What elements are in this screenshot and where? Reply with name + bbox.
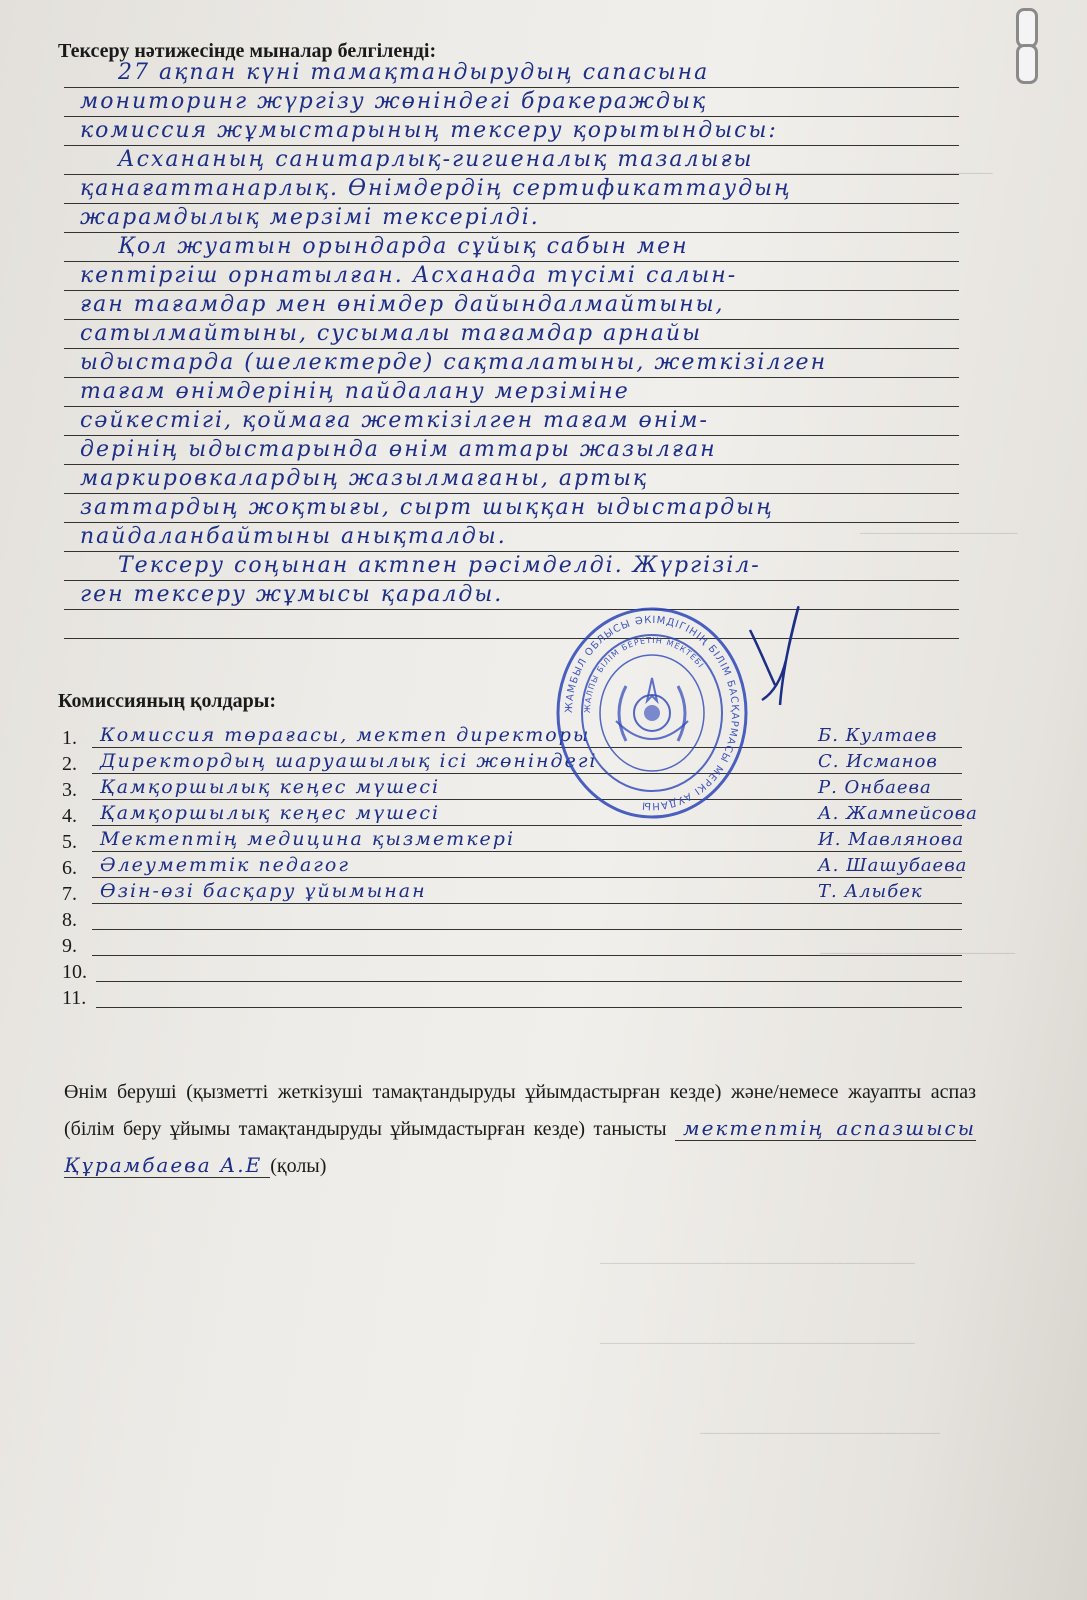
acknowledgement-signature: мектептің аспазшысы Құрамбаева А.Е — [64, 1116, 976, 1177]
signature-name: А. Шашубаева — [818, 855, 968, 876]
signature-row — [62, 984, 962, 1010]
handwritten-line: сатылмайтыны, сусымалы тағамдар арнайы — [80, 321, 703, 346]
director-signature-icon — [740, 600, 810, 710]
signature-name: А. Жампейсова — [818, 803, 978, 824]
handwritten-line: Асхананың санитарлық-гигиеналық тазалығы — [118, 147, 754, 172]
signature-number: 7. — [62, 883, 77, 905]
signature-name: С. Исманов — [818, 751, 938, 772]
handwritten-line: ген тексеру жұмысы қаралды. — [80, 582, 504, 607]
signature-row — [62, 750, 962, 776]
signature-number: 6. — [62, 857, 77, 879]
handwritten-line: қанағаттанарлық. Өнімдердің сертификаттаудың — [80, 176, 792, 201]
signature-line — [92, 929, 962, 930]
handwritten-line: комиссия жұмыстарының тексеру қорытындысы: — [80, 118, 778, 143]
acknowledgement-paragraph — [64, 1074, 976, 1184]
signature-name: Р. Онбаева — [818, 777, 932, 798]
handwritten-line: дерінің ыдыстарында өнім аттары жазылған — [80, 437, 717, 462]
signature-row — [62, 958, 962, 984]
handwritten-line: маркировкалардың жазылмағаны, артық — [80, 466, 649, 491]
official-stamp-icon — [556, 606, 748, 820]
signature-role: Әлеуметтік педагог — [100, 854, 350, 876]
signature-role: Комиссия төрағасы, мектеп директоры — [100, 724, 591, 746]
signature-row — [62, 724, 962, 750]
signature-number: 10. — [62, 961, 87, 983]
svg-text:ЖАМБЫЛ ОБЛЫСЫ ӘКІМДІГІНІҢ БІЛІ: ЖАМБЫЛ ОБЛЫСЫ ӘКІМДІГІНІҢ БІЛІМ БАСҚАРМАСЫ МЕРКІ АУДАНЫ — [563, 614, 741, 812]
handwritten-line: Қол жуатын орындарда сұйық сабын мен — [118, 234, 689, 259]
signature-row — [62, 802, 978, 828]
handwritten-line: заттардың жоқтығы, сырт шыққан ыдыстардың — [80, 495, 774, 520]
signature-line — [92, 799, 962, 800]
handwritten-line: 27 ақпан күні тамақтандырудың сапасына — [118, 60, 710, 85]
signature-role: Директордың шаруашылық ісі жөніндегі — [100, 750, 598, 772]
signature-role: Мектептің медицина қызметкері — [100, 828, 516, 850]
handwritten-line: ған тағамдар мен өнімдер дайындалмайтыны, — [80, 292, 725, 317]
handwritten-line: жарамдылық мерзімі тексерілді. — [80, 205, 540, 230]
binder-ring-icon — [1016, 44, 1038, 84]
signature-row — [62, 828, 965, 854]
signature-row — [62, 854, 968, 880]
acknowledgement-suffix: (қолы) — [270, 1155, 327, 1177]
signature-number: 2. — [62, 753, 77, 775]
signature-row — [62, 776, 962, 802]
handwritten-line: мониторинг жүргізу жөніндегі бракераждық — [80, 89, 708, 114]
signature-role: Қамқоршылық кеңес мүшесі — [100, 776, 441, 798]
handwritten-line: Тексеру соңынан актпен рәсімделді. Жүргізіл- — [118, 553, 761, 578]
signature-name: И. Мавлянова — [818, 829, 965, 850]
signature-line — [92, 955, 962, 956]
signature-number: 5. — [62, 831, 77, 853]
document-page: _______________________________ _____________________ __________________________ __________________________________________ __________________________________________ ________________________________ Тексеру нәтижесінде мыналар белгіленді: 27 ақпан күні тамақтандырудың сапасына мониторинг жүргізу жөніндегі бракераждық комиссия жұмыстарының тексеру қорытындысы: Асхананың санитарлық-гигиеналық тазалығы қанағаттанарлық. Өнімдердің сертификаттаудың жарамдылық мерзімі тексерілді. Қол жуатын орындарда сұйық сабын мен кептіргіш орнатылған. Асханада түсімі салын- ған тағамдар мен өнімдер дайындалмайтыны, сатылмайтыны, сусымалы тағамдар арнайы ыдыстарда (шелектерде) сақталатыны, жеткізілген тағам өнімдерінің пайдалану мерзіміне сәйкестігі, қоймаға жеткізілген тағам өнім- дерінің ыдыстарында өнім аттары жазылған маркировкалардың жазылмағаны, артық заттардың жоқтығы, сырт шыққан ыдыстардың пайдаланбайтыны анықталды. Тексеру соңынан актпен рәсімделді. Жүргізіл- ген тексеру жұмысы қаралды. Комиссияның қолдары: 1. Комиссия төрағасы, мектеп директоры Б. Култаев 2. Директордың шаруашылық ісі жөніндегі С. Исманов 3. Қамқоршылық кеңес мүшесі Р. Онбаева 4. Қамқоршылық кеңес мүшесі А. Жампейсова 5. Мектептің медицина қызметкері И. Мавлянова 6. Әлеуметтік педагог А. Шашубаева 7. Өзін-өзі басқару ұйымынан Т. Алыбек 8. 9. 10. 11. ЖАМБЫЛ ОБЛЫСЫ ӘКІМДІГІНІҢ БІЛІМ БАСҚАРМАСЫ МЕРКІ АУДАНЫ ЖАЛПЫ БІЛІМ БЕРЕТІН МЕКТЕБІ Өнім беруші (қызметті жеткізуші тамақтандыруды ұйымдастырған кезде) және/немесе жауапты аспаз (білім беру ұйымы тамақтандыруды ұйымдастырған кезде) танысты мектептің аспазшысы Құрамбаева А.Е (қолы) — [0, 0, 1087, 1600]
signature-line — [92, 825, 962, 826]
ruled-line — [64, 609, 959, 639]
signature-name: Б. Култаев — [818, 725, 938, 746]
signatures-heading: Комиссияның қолдары: — [58, 690, 277, 712]
signature-line — [96, 981, 962, 982]
signature-line — [92, 773, 962, 774]
binder-ring-icon — [1016, 8, 1038, 48]
signature-row — [62, 906, 962, 932]
acknowledgement-text: Өнім беруші (қызметті жеткізуші тамақтандыруды ұйымдастырған кезде) және/немесе жауапты аспаз (білім беру ұйымы тамақтандыруды ұйымдастырған кезде) танысты — [64, 1081, 976, 1140]
svg-text:ЖАЛПЫ БІЛІМ БЕРЕТІН МЕКТЕБІ: ЖАЛПЫ БІЛІМ БЕРЕТІН МЕКТЕБІ — [582, 635, 706, 714]
signature-line — [92, 877, 962, 878]
signature-row — [62, 880, 962, 906]
signature-number: 8. — [62, 909, 77, 931]
signature-number: 9. — [62, 935, 77, 957]
signature-role: Өзін-өзі басқару ұйымынан — [100, 880, 427, 902]
signature-number: 1. — [62, 727, 77, 749]
signature-name: Т. Алыбек — [818, 881, 923, 902]
handwritten-line: тағам өнімдерінің пайдалану мерзіміне — [80, 379, 630, 404]
signature-number: 4. — [62, 805, 77, 827]
signature-line — [96, 1007, 962, 1008]
signature-number: 11. — [62, 987, 87, 1009]
handwritten-line: сәйкестігі, қоймаға жеткізілген тағам өнім- — [80, 408, 709, 433]
signature-line — [92, 903, 962, 904]
signature-number: 3. — [62, 779, 77, 801]
signature-row — [62, 932, 962, 958]
signature-role: Қамқоршылық кеңес мүшесі — [100, 802, 441, 824]
signature-line — [92, 747, 962, 748]
handwritten-line: пайдаланбайтыны анықталды. — [80, 524, 507, 549]
handwritten-line: кептіргіш орнатылған. Асханада түсімі салын- — [80, 263, 738, 288]
handwritten-line: ыдыстарда (шелектерде) сақталатыны, жеткізілген — [80, 350, 828, 375]
findings-heading: Тексеру нәтижесінде мыналар белгіленді: — [58, 40, 437, 62]
signature-line — [92, 851, 962, 852]
